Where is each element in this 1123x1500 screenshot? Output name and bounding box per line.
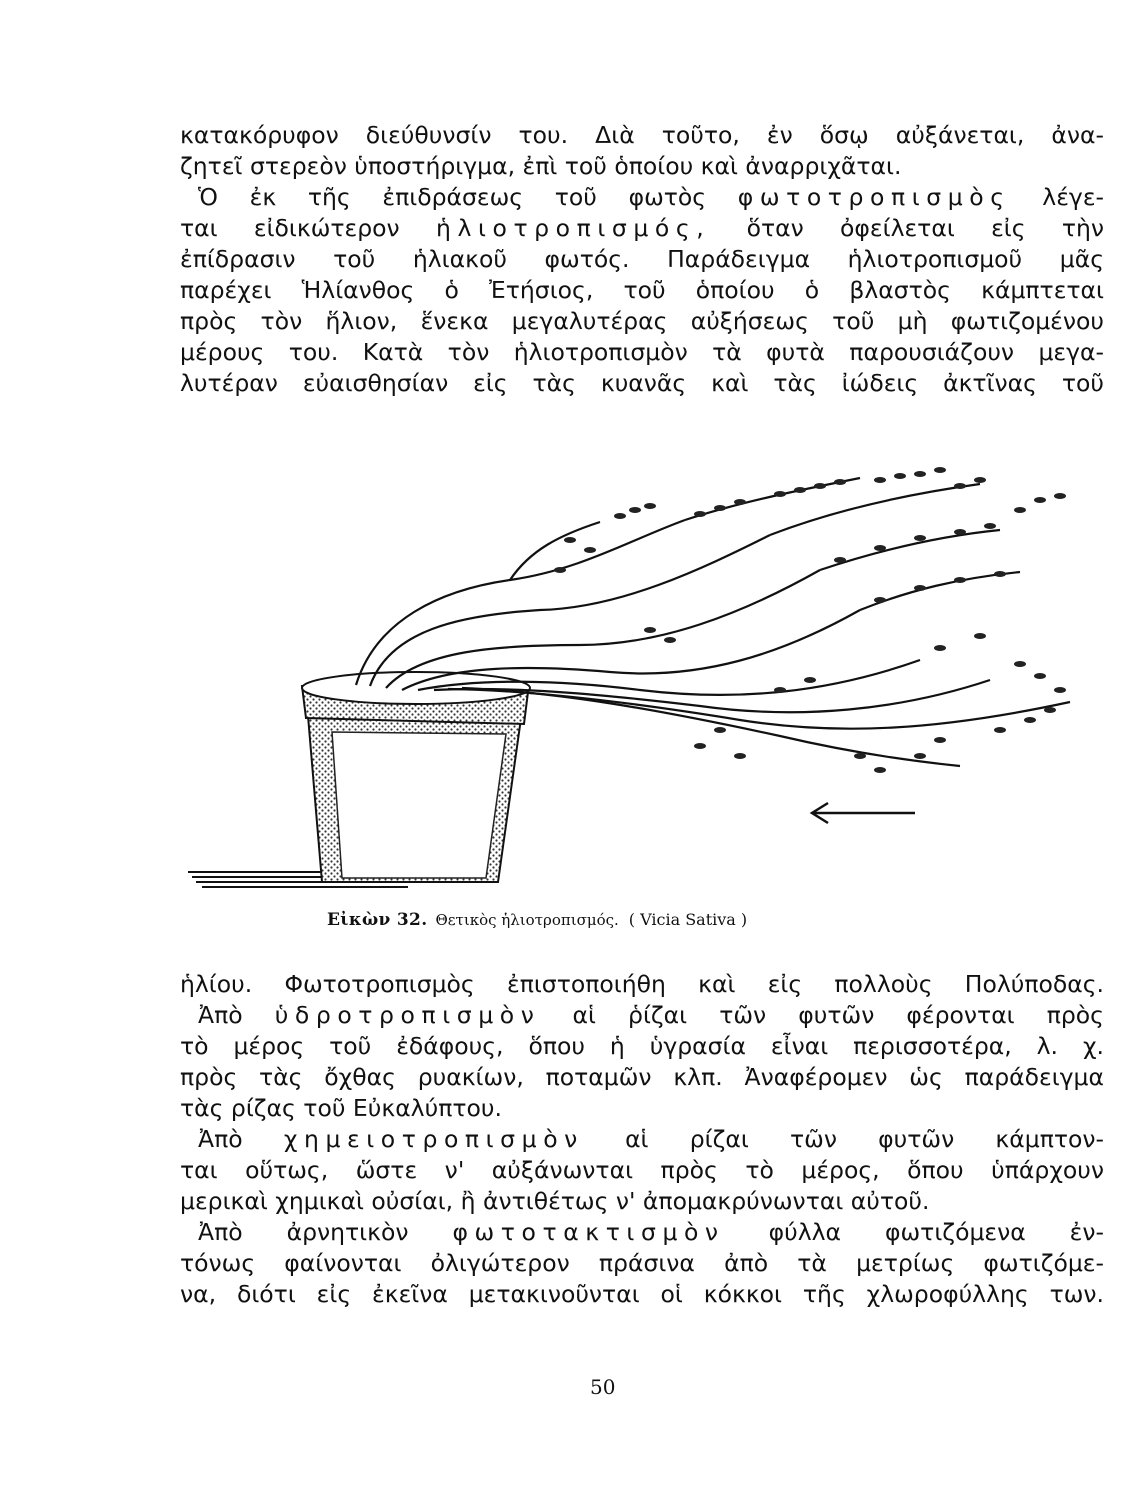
text-fragment: λέγε- bbox=[1042, 183, 1104, 211]
light-direction-arrow bbox=[812, 803, 915, 823]
text-fragment: Ἀπὸ ἀρνητικὸν bbox=[198, 1218, 409, 1246]
text-line: μέρους του. Κατὰ τὸν ἡλιοτροπισμὸν τὰ φυτὰ παρουσιάζουν μεγα- bbox=[180, 338, 1104, 366]
plant-figure bbox=[180, 440, 1104, 950]
spaced-term: χημειοτροπισμὸν bbox=[283, 1125, 584, 1153]
page-number: 50 bbox=[590, 1375, 616, 1399]
text-line: ἐπίδρασιν τοῦ ἡλιακοῦ φωτός. Παράδειγμα ἡλιοτροπισμοῦ μᾶς bbox=[180, 245, 1104, 273]
text-line: ζητεῖ στερεὸν ὑποστήριγμα, ἐπὶ τοῦ ὁποίου καὶ ἀναρριχᾶται. bbox=[180, 152, 902, 180]
text-fragment: αἱ ῥίζαι τῶν φυτῶν φέρονται πρὸς bbox=[572, 1001, 1104, 1029]
text-fragment: Ἀπὸ bbox=[198, 1125, 243, 1153]
text-line bbox=[180, 213, 1104, 244]
caption-number: Εἰκὼν 32. bbox=[327, 910, 428, 930]
text-line: πρὸς τὸν ἥλιον, ἕνεκα μεγαλυτέρας αὐξήσεως τοῦ μὴ φωτιζομένου bbox=[180, 307, 1104, 335]
text-line: τὸ μέρος τοῦ ἐδάφους, ὅπου ἡ ὑγρασία εἶναι περισσοτέρα, λ. χ. bbox=[180, 1032, 1104, 1060]
text-fragment: αἱ ρίζαι τῶν φυτῶν κάμπτον- bbox=[625, 1125, 1104, 1153]
text-line: λυτέραν εὐαισθησίαν εἰς τὰς κυανᾶς καὶ τὰς ἰώδεις ἀκτῖνας τοῦ bbox=[180, 369, 1104, 397]
text-line: ἡλίου. Φωτοτροπισμὸς ἐπιστοποιήθη καὶ εἰς πολλοὺς Πολύποδας. bbox=[180, 970, 1104, 998]
text-line: τόνως φαίνονται ὀλιγώτερον πράσινα ἀπὸ τὰ μετρίως φωτιζόμε- bbox=[180, 1249, 1104, 1277]
text-line bbox=[180, 1000, 1104, 1031]
text-fragment: ὅταν ὀφείλεται εἰς τὴν bbox=[746, 214, 1104, 242]
text-fragment: ται εἰδικώτερον bbox=[180, 214, 400, 242]
caption-latin-name: ( Vicia Sativa ) bbox=[628, 910, 748, 929]
text-fragment: Ὁ ἐκ τῆς ἐπιδράσεως τοῦ φωτὸς bbox=[198, 183, 707, 211]
spaced-term: ἡλιοτροπισμός, bbox=[436, 214, 711, 242]
text-line: να, διότι εἰς ἐκεῖνα μετακινοῦνται οἱ κόκκοι τῆς χλωροφύλλης των. bbox=[180, 1280, 1104, 1308]
figure-caption bbox=[327, 910, 747, 930]
text-line bbox=[180, 182, 1104, 213]
spaced-term: φωτοτροπισμὸς bbox=[737, 183, 1011, 211]
text-line: μερικαὶ χημικαὶ οὐσίαι, ἢ ἀντιθέτως ν' ἀπομακρύνωνται αὐτοῦ. bbox=[180, 1187, 930, 1215]
caption-text: Θετικὸς ἡλιοτροπισμός. bbox=[435, 911, 619, 929]
spaced-term: φωτοτακτισμὸν bbox=[452, 1218, 725, 1246]
plant-illustration bbox=[180, 440, 1104, 950]
flower-pot bbox=[302, 672, 530, 882]
text-line: τὰς ρίζας τοῦ Εὐκαλύπτου. bbox=[180, 1094, 502, 1122]
text-line: παρέχει Ἡλίανθος ὁ Ἐτήσιος, τοῦ ὁποίου ὁ βλαστὸς κάμπτεται bbox=[180, 276, 1104, 304]
bottom-paragraphs bbox=[180, 969, 1104, 1310]
text-line: πρὸς τὰς ὄχθας ρυακίων, ποταμῶν κλπ. Ἀναφέρομεν ὡς παράδειγμα bbox=[180, 1063, 1104, 1091]
text-line bbox=[180, 1217, 1104, 1248]
top-paragraphs bbox=[180, 120, 1104, 399]
text-line bbox=[180, 1124, 1104, 1155]
text-line: ται οὕτως, ὥστε ν' αὐξάνωνται πρὸς τὸ μέρος, ὅπου ὑπάρχουν bbox=[180, 1156, 1104, 1184]
text-fragment: φύλλα φωτιζόμενα ἐν- bbox=[768, 1218, 1104, 1246]
spaced-term: ὑδροτροπισμὸν bbox=[274, 1001, 541, 1029]
text-fragment: Ἀπὸ bbox=[198, 1001, 243, 1029]
text-line: κατακόρυφον διεύθυνσίν του. Διὰ τοῦτο, ἐν ὅσῳ αὐξάνεται, ἀνα- bbox=[180, 121, 1104, 149]
